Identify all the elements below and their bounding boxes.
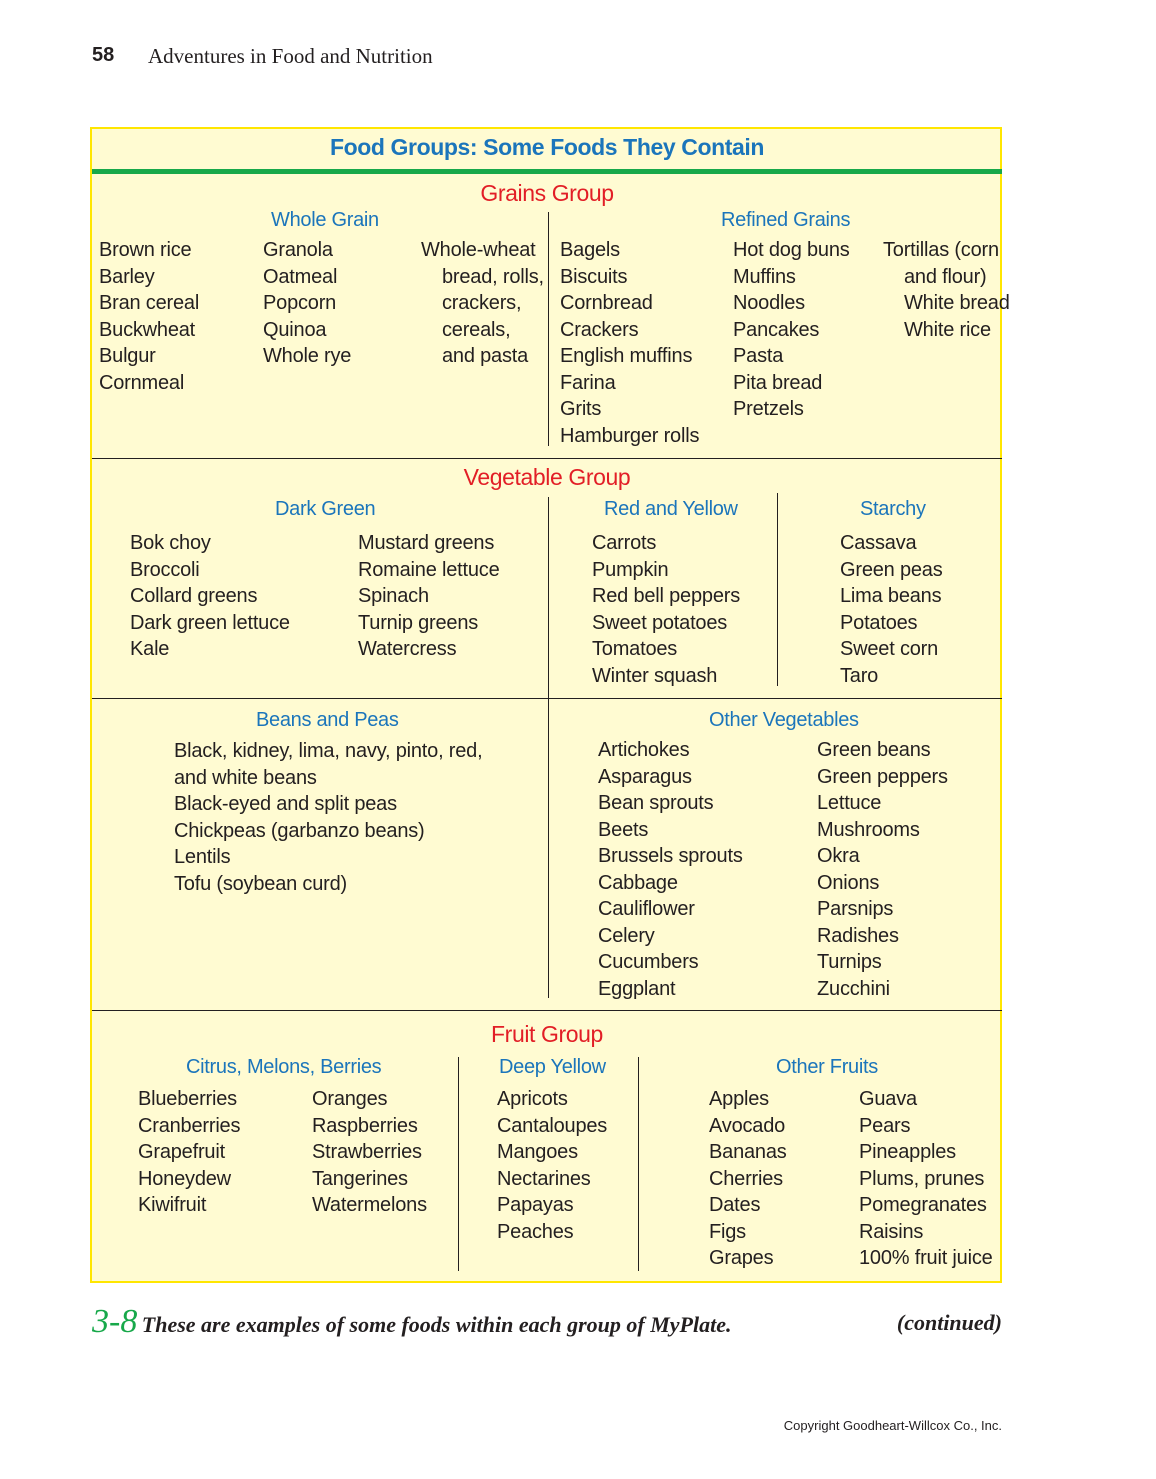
list-item: Pears	[859, 1114, 911, 1137]
list-item: White bread	[904, 292, 1010, 314]
list-item: White rice	[904, 318, 991, 341]
whole-grain-title: Whole Grain	[271, 209, 379, 231]
book-title: Adventures in Food and Nutrition	[148, 44, 433, 68]
list-item: Crackers	[560, 318, 639, 341]
list-item: Cranberries	[138, 1114, 241, 1137]
list-item: Blueberries	[138, 1088, 237, 1110]
grains-bottom-rule	[92, 458, 1002, 459]
list-item: cereals,	[442, 318, 511, 341]
other-vegetables-col1	[598, 737, 743, 1002]
list-item: Taro	[840, 664, 879, 687]
list-item: Cassava	[840, 532, 917, 554]
list-item: Watermelons	[312, 1194, 427, 1216]
list-item: Kale	[130, 638, 170, 660]
table-title: Food Groups: Some Foods They Contain	[329, 134, 765, 160]
list-item: Spinach	[358, 585, 429, 607]
citrus-divider	[458, 1057, 459, 1271]
list-item: Kiwifruit	[138, 1194, 207, 1216]
figure-number: 3-8	[92, 1303, 138, 1340]
citrus-col2	[312, 1086, 427, 1219]
beans-peas-list	[174, 738, 482, 897]
list-item: Black-eyed and split peas	[174, 793, 397, 815]
list-item: Cornmeal	[99, 371, 185, 394]
list-item: Parsnips	[817, 898, 894, 920]
list-item: Bran cereal	[99, 292, 200, 314]
dark-green-col2	[358, 530, 500, 663]
list-item: Plums, prunes	[859, 1167, 985, 1190]
list-item: English muffins	[560, 345, 693, 367]
list-item: Bean sprouts	[598, 792, 714, 814]
list-item: Pomegranates	[859, 1194, 987, 1216]
refined-grains-title: Refined Grains	[721, 209, 851, 231]
vegetables-center-divider	[548, 497, 549, 998]
list-item: Beets	[598, 818, 649, 841]
list-item: Quinoa	[263, 318, 327, 341]
list-item: Bananas	[709, 1141, 787, 1163]
dark-green-col1	[130, 530, 290, 663]
list-item: Onions	[817, 871, 880, 894]
refined-grains-col1	[560, 237, 699, 449]
list-item: Chickpeas (garbanzo beans)	[174, 819, 425, 842]
list-item: Whole rye	[263, 345, 352, 367]
red-starchy-divider	[777, 493, 778, 686]
list-item: Red bell peppers	[592, 585, 741, 607]
vegetable-group-title: Vegetable Group	[463, 464, 631, 490]
list-item: Dark green lettuce	[130, 611, 290, 634]
list-item: and pasta	[442, 345, 529, 367]
list-item: Dates	[709, 1194, 761, 1216]
list-item: Sweet corn	[840, 638, 939, 660]
list-item: Muffins	[733, 265, 796, 288]
list-item: Sweet potatoes	[592, 611, 728, 634]
list-item: Watercress	[358, 638, 457, 660]
list-item: Tofu (soybean curd)	[174, 872, 347, 895]
list-item: Pumpkin	[592, 558, 669, 581]
list-item: Green peas	[840, 558, 943, 581]
other-vegetables-col2	[817, 737, 948, 1002]
list-item: Potatoes	[840, 611, 918, 634]
list-item: Green peppers	[817, 765, 948, 788]
list-item: Bok choy	[130, 532, 211, 554]
list-item: Cornbread	[560, 292, 653, 314]
list-item: Figs	[709, 1220, 746, 1243]
list-item: Pineapples	[859, 1141, 956, 1163]
list-item: Noodles	[733, 292, 805, 314]
list-item: Radishes	[817, 924, 899, 947]
list-item: Nectarines	[497, 1167, 591, 1190]
fruit-group-title: Fruit Group	[491, 1021, 603, 1047]
other-fruits-col2	[859, 1086, 993, 1272]
list-item: Broccoli	[130, 558, 200, 581]
list-item: Bagels	[560, 239, 620, 261]
deep-yellow-divider	[638, 1057, 639, 1271]
list-item: Guava	[859, 1088, 917, 1110]
list-item: 100% fruit juice	[859, 1247, 993, 1269]
list-item: Winter squash	[592, 664, 718, 687]
list-item: Biscuits	[560, 265, 628, 288]
list-item: Asparagus	[598, 765, 692, 788]
red-yellow-title: Red and Yellow	[604, 498, 738, 520]
list-item: Cherries	[709, 1167, 783, 1190]
beans-peas-title: Beans and Peas	[256, 709, 399, 731]
list-item: Lima beans	[840, 585, 942, 607]
list-item: Pancakes	[733, 318, 820, 341]
list-item: Peaches	[497, 1220, 574, 1243]
citrus-col1	[138, 1086, 240, 1219]
list-item: and white beans	[174, 766, 317, 789]
deep-yellow-title: Deep Yellow	[499, 1056, 606, 1078]
list-item: Popcorn	[263, 292, 337, 314]
red-yellow-list	[592, 530, 740, 689]
list-item: Celery	[598, 924, 655, 947]
list-item: Apricots	[497, 1088, 568, 1110]
refined-grains-col3	[883, 237, 1010, 343]
list-item: Okra	[817, 845, 860, 867]
list-item: Hot dog buns	[733, 239, 850, 261]
list-item: Raisins	[859, 1220, 924, 1243]
copyright: Copyright Goodheart-Willcox Co., Inc.	[783, 1418, 1002, 1433]
list-item: Pasta	[733, 345, 784, 367]
list-item: Romaine lettuce	[358, 558, 500, 581]
other-vegetables-title: Other Vegetables	[709, 709, 859, 731]
list-item: Cabbage	[598, 871, 678, 894]
list-item: Pita bread	[733, 371, 823, 394]
vegetables-bottom-rule	[92, 1010, 1002, 1011]
list-item: Buckwheat	[99, 318, 196, 341]
page-number: 58	[92, 44, 115, 66]
list-item: Mangoes	[497, 1141, 578, 1163]
list-item: Cantaloupes	[497, 1114, 608, 1137]
list-item: and flour)	[904, 265, 987, 288]
list-item: Bulgur	[99, 345, 156, 367]
refined-grains-col2	[733, 237, 850, 423]
list-item: Grapes	[709, 1247, 774, 1269]
list-item: Lentils	[174, 846, 231, 868]
list-item: Brussels sprouts	[598, 845, 743, 867]
list-item: crackers,	[442, 292, 522, 314]
list-item: Avocado	[709, 1114, 786, 1137]
list-item: Grapefruit	[138, 1141, 225, 1163]
list-item: Carrots	[592, 532, 657, 554]
citrus-title: Citrus, Melons, Berries	[186, 1056, 382, 1078]
list-item: Honeydew	[138, 1167, 231, 1190]
list-item: Cauliflower	[598, 898, 695, 920]
list-item: Tortillas (corn	[883, 239, 999, 261]
list-item: Raspberries	[312, 1114, 418, 1137]
list-item: Tomatoes	[592, 638, 678, 660]
starchy-list	[840, 530, 943, 689]
list-item: Eggplant	[598, 977, 676, 1000]
list-item: Apples	[709, 1088, 769, 1110]
list-item: Hamburger rolls	[560, 424, 700, 447]
caption-text: These are examples of some foods within each group of MyPlate.	[141, 1312, 732, 1337]
list-item: Barley	[99, 265, 155, 288]
list-item: Cucumbers	[598, 951, 699, 973]
list-item: Collard greens	[130, 585, 258, 607]
list-item: Papayas	[497, 1194, 574, 1216]
list-item: Lettuce	[817, 792, 882, 814]
whole-grain-col3	[421, 237, 544, 370]
list-item: Strawberries	[312, 1141, 422, 1163]
list-item: Zucchini	[817, 977, 890, 1000]
list-item: Pretzels	[733, 398, 804, 420]
other-fruits-title: Other Fruits	[776, 1056, 878, 1078]
dark-green-title: Dark Green	[275, 498, 376, 520]
vegetables-mid-rule	[92, 698, 1002, 699]
list-item: Granola	[263, 239, 333, 261]
list-item: Oranges	[312, 1088, 388, 1110]
list-item: bread, rolls,	[442, 265, 544, 288]
deep-yellow-list	[497, 1086, 607, 1245]
list-item: Farina	[560, 371, 616, 394]
list-item: Brown rice	[99, 239, 192, 261]
grains-group-title: Grains Group	[480, 180, 614, 206]
other-fruits-col1	[709, 1086, 787, 1272]
list-item: Mushrooms	[817, 818, 920, 841]
grains-divider	[548, 212, 549, 446]
continued-label: (continued)	[896, 1310, 1002, 1335]
list-item: Green beans	[817, 739, 931, 761]
whole-grain-col2	[263, 237, 351, 370]
list-item: Black, kidney, lima, navy, pinto, red,	[174, 740, 483, 762]
list-item: Oatmeal	[263, 265, 338, 288]
whole-grain-col1	[99, 237, 199, 396]
list-item: Whole-wheat	[421, 239, 536, 261]
list-item: Grits	[560, 398, 602, 420]
list-item: Tangerines	[312, 1167, 408, 1190]
starchy-title: Starchy	[860, 498, 926, 520]
figure-caption	[92, 1303, 731, 1341]
list-item: Turnips	[817, 951, 882, 973]
title-divider	[92, 169, 1002, 174]
list-item: Artichokes	[598, 739, 690, 761]
list-item: Turnip greens	[358, 611, 479, 634]
list-item: Mustard greens	[358, 532, 495, 554]
